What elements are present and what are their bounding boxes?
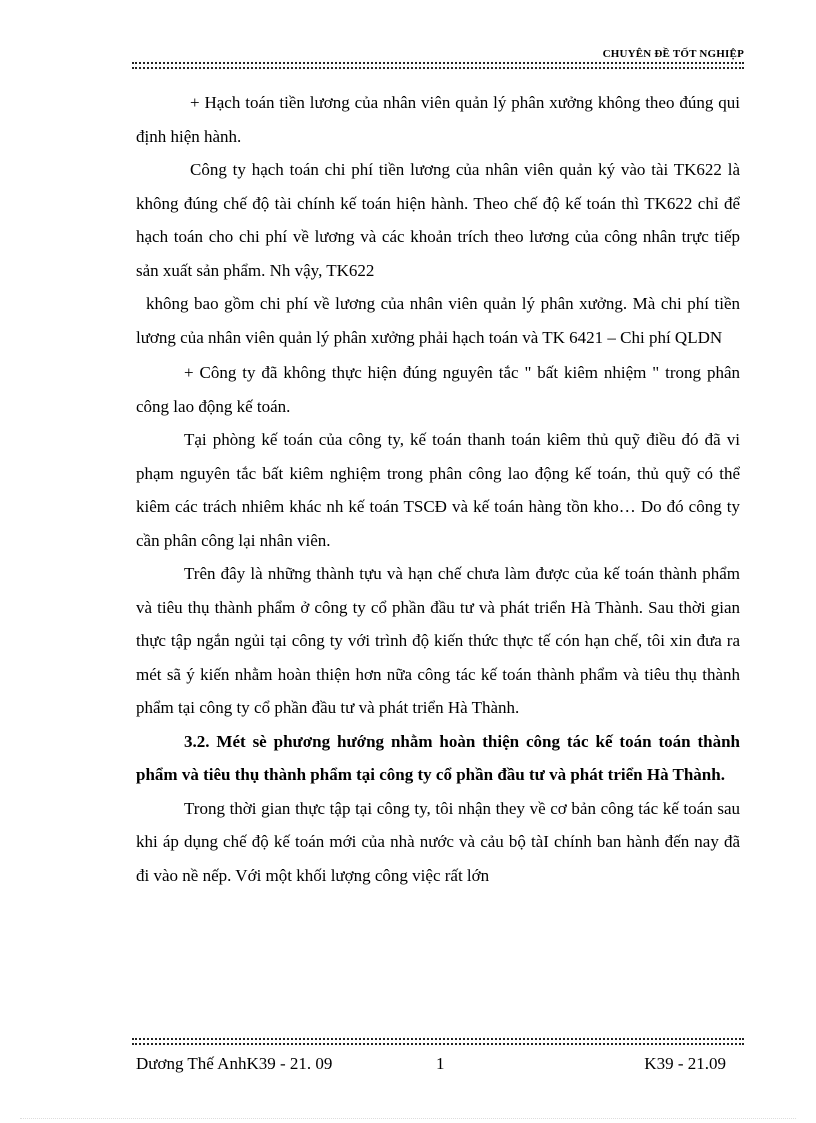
page-edge-dots	[20, 1118, 796, 1119]
paragraph-6: Trên đây là những thành tựu và hạn chế chưa làm được của kế toán thành phẩm và tiêu thụ thành phẩm ở công ty cổ phần đầu tư và phát triển Hà Thành. Sau thời gian thực tập ngắn ngủi tại công ty với trình độ kiến thức thực tế cón hạn chế, tôi xin đưa ra mét sã ý kiến nhằm hoàn thiện hơn nữa công tác kế toán thành phẩm và tiêu thụ thành phẩm tại công ty cổ phần đầu tư và phát triển Hà Thành.	[136, 564, 740, 717]
paragraph-2: Công ty hạch toán chi phí tiền lương của nhân viên quản ký vào tài TK622 là không đúng chế độ tài chính kế toán hiện hành. Theo chế độ kế toán thì TK622 chỉ để hạch toán cho chi phí về lương và các khoản trích theo lương của công nhân trực tiếp sản xuất sản phẩm. Nh vậy, TK622	[136, 160, 740, 280]
header-divider	[132, 62, 744, 64]
footer-author: Dương Thế AnhK39 - 21. 09	[136, 1054, 333, 1073]
document-body	[136, 86, 740, 892]
footer-divider-secondary	[132, 1043, 744, 1045]
paragraph-1: + Hạch toán tiền lương của nhân viên quản lý phân xưởng không theo đúng qui định hiện hành.	[136, 93, 740, 146]
paragraph-4: + Công ty đã không thực hiện đúng nguyên tắc " bất kiêm nhiệm " trong phân công lao động kế toán.	[136, 363, 740, 416]
section-heading: 3.2. Mét sè phương hướng nhằm hoàn thiện công tác kế toán toán thành phẩm và tiêu thụ thành phẩm tại công ty cổ phần đầu tư và phát triển Hà Thành.	[136, 731, 740, 784]
footer-class-code: K39 - 21.09	[644, 1054, 726, 1073]
paragraph-7: Trong thời gian thực tập tại công ty, tôi nhận they về cơ bản công tác kế toán sau khi áp dụng chế độ kế toán mới của nhà nước và cảu bộ tàI chính ban hành đến nay đã đi vào nề nếp. Với một khối lượng công việc rất lớn	[136, 798, 740, 885]
header-divider-secondary	[132, 67, 744, 69]
footer-divider	[132, 1038, 744, 1040]
paragraph-5: Tại phòng kế toán của công ty, kế toán thanh toán kiêm thủ quỹ điều đó đã vi phạm nguyên tắc bất kiêm nghiệm trong phân công lao động kế toán, thủ quỹ có thể kiêm các trách nhiêm khác nh kế toán TSCĐ và kế toán hàng tồn kho… Do đó công ty cần phân công lại nhân viên.	[136, 430, 740, 550]
paragraph-3: không bao gồm chi phí về lương của nhân viên quản lý phân xưởng. Mà chi phí tiền lương của nhân viên quản lý phân xưởng phải hạch toán và TK 6421 – Chi phí QLDN	[136, 294, 740, 347]
page-header-title: CHUYÊN ĐỀ TỐT NGHIỆP	[602, 48, 744, 60]
footer-page-number: 1	[436, 1054, 445, 1073]
